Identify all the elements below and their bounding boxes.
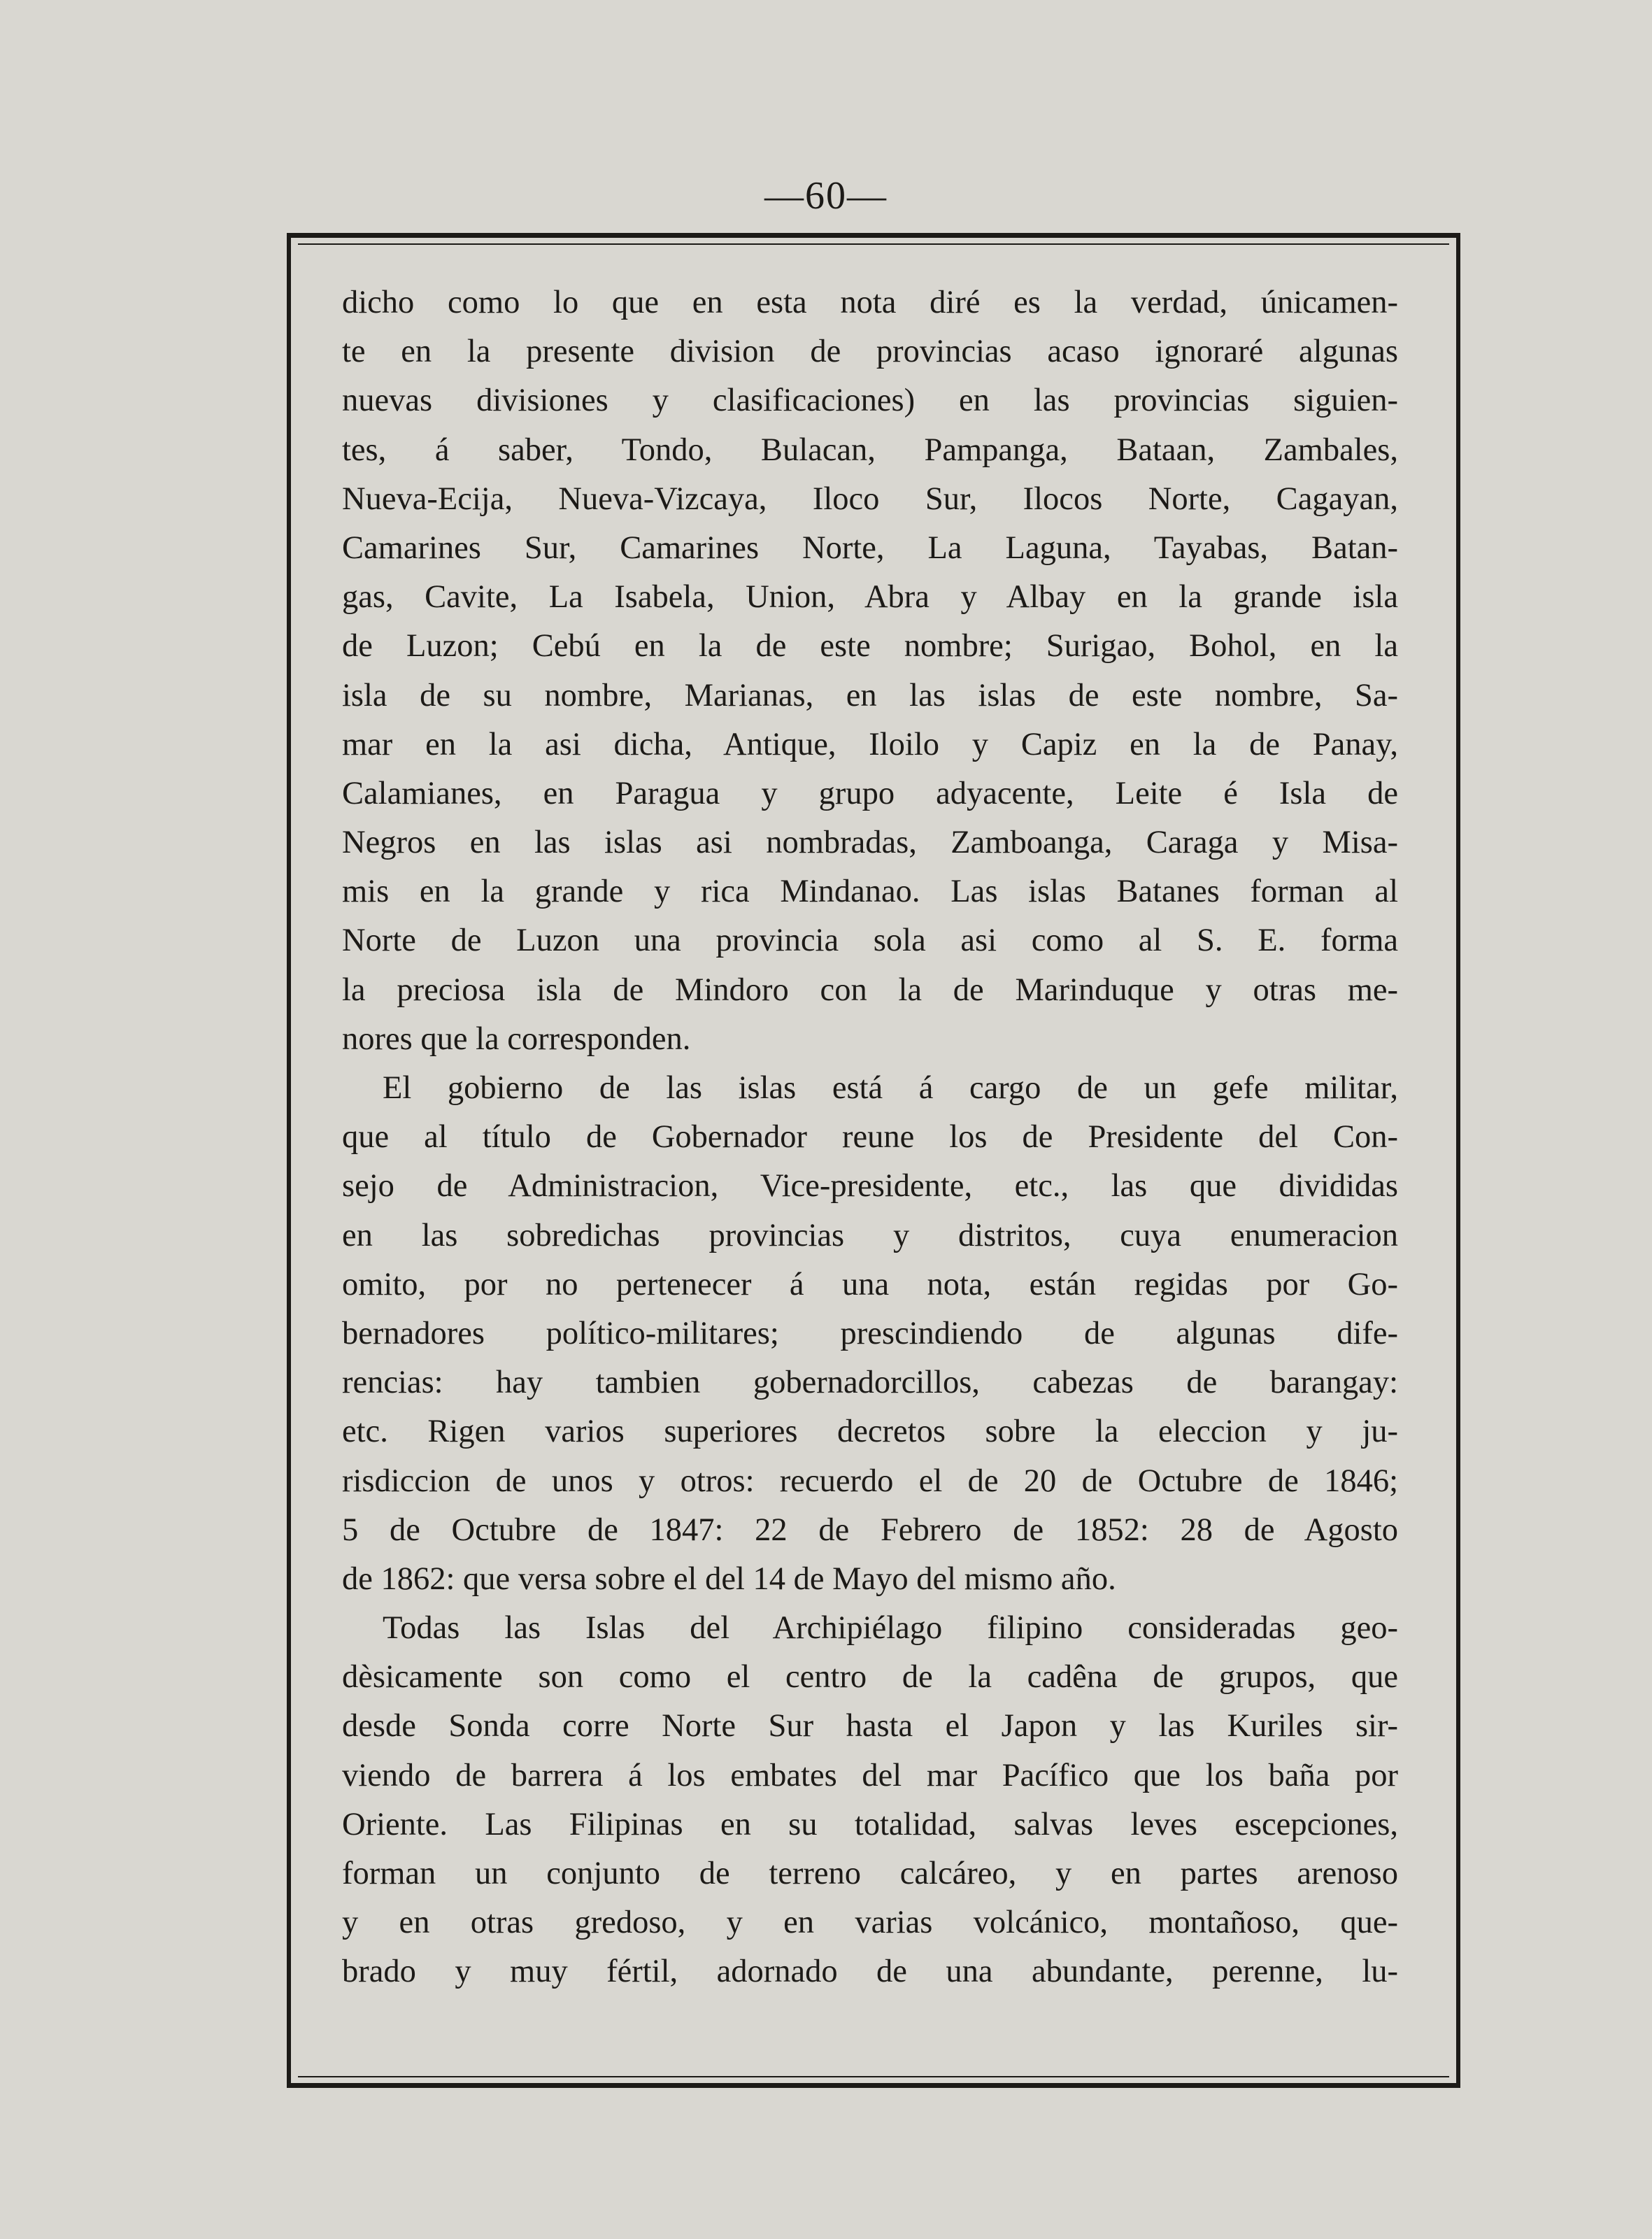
text-line: El gobierno de las islas está á cargo de un gefe militar, [383,1070,1398,1106]
text-line: gas, Cavite, La Isabela, Union, Abra y Albay en la grande isla [342,579,1398,616]
text-line: Norte de Luzon una provincia sola asi como al S. E. forma [342,923,1398,959]
text-line: la preciosa isla de Mindoro con la de Marinduque y otras me- [342,972,1398,1008]
text-line: en las sobredichas provincias y distritos, cuya enumeracion [342,1217,1398,1253]
text-line: te en la presente division de provincias acaso ignoraré algunas [342,334,1398,370]
text-line: Todas las Islas del Archipiélago filipino consideradas geo- [383,1610,1398,1647]
text-line: viendo de barrera á los embates del mar Pacífico que los baña por [342,1757,1398,1793]
text-line: desde Sonda corre Norte Sur hasta el Japon y las Kuriles sir- [342,1708,1398,1744]
page-number: —60— [764,174,888,218]
text-line: Nueva-Ecija, Nueva-Vizcaya, Iloco Sur, Ilocos Norte, Cagayan, [342,481,1398,517]
text-line: de Luzon; Cebú en la de este nombre; Surigao, Bohol, en la [342,628,1398,664]
text-line: bernadores político-militares; prescindiendo de algunas dife- [342,1315,1398,1351]
text-line: etc. Rigen varios superiores decretos sobre la eleccion y ju- [342,1414,1398,1450]
text-line: Oriente. Las Filipinas en su totalidad, salvas leves escepciones, [342,1806,1398,1842]
text-line: dèsicamente son como el centro de la cadêna de grupos, que [342,1659,1398,1696]
text-line: y en otras gredoso, y en varias volcánico, montañoso, que- [342,1905,1398,1941]
text-line: isla de su nombre, Marianas, en las islas de este nombre, Sa- [342,677,1398,713]
text-line: mar en la asi dicha, Antique, Iloilo y Capiz en la de Panay, [342,726,1398,762]
text-line: Negros en las islas asi nombradas, Zamboanga, Caraga y Misa- [342,825,1398,861]
text-line: 5 de Octubre de 1847: 22 de Febrero de 1852: 28 de Agosto [342,1512,1398,1548]
text-line: risdiccion de unos y otros: recuerdo el de 20 de Octubre de 1846; [342,1463,1398,1499]
text-line: mis en la grande y rica Mindanao. Las islas Batanes forman al [342,874,1398,910]
text-line: sejo de Administracion, Vice-presidente, etc., las que divididas [342,1168,1398,1204]
text-line: omito, por no pertenecer á una nota, están regidas por Go- [342,1266,1398,1302]
text-line: brado y muy fértil, adornado de una abundante, perenne, lu- [342,1954,1398,1990]
text-line: que al título de Gobernador reune los de Presidente del Con- [342,1119,1398,1156]
text-line: nuevas divisiones y clasificaciones) en las provincias siguien- [342,383,1398,419]
text-line: rencias: hay tambien gobernadorcillos, cabezas de barangay: [342,1365,1398,1401]
text-line: de 1862: que versa sobre el del 14 de Mayo del mismo año. [342,1561,1116,1597]
text-line: Calamianes, en Paragua y grupo adyacente, Leite é Isla de [342,775,1398,811]
text-line: tes, á saber, Tondo, Bulacan, Pampanga, Bataan, Zambales, [342,432,1398,468]
text-line: Camarines Sur, Camarines Norte, La Laguna, Tayabas, Batan- [342,529,1398,566]
text-line: dicho como lo que en esta nota diré es la verdad, únicamen- [342,285,1398,320]
text-line: nores que la corresponden. [342,1021,691,1057]
body-text [342,278,1398,1997]
text-line: forman un conjunto de terreno calcáreo, y en partes arenoso [342,1856,1398,1891]
